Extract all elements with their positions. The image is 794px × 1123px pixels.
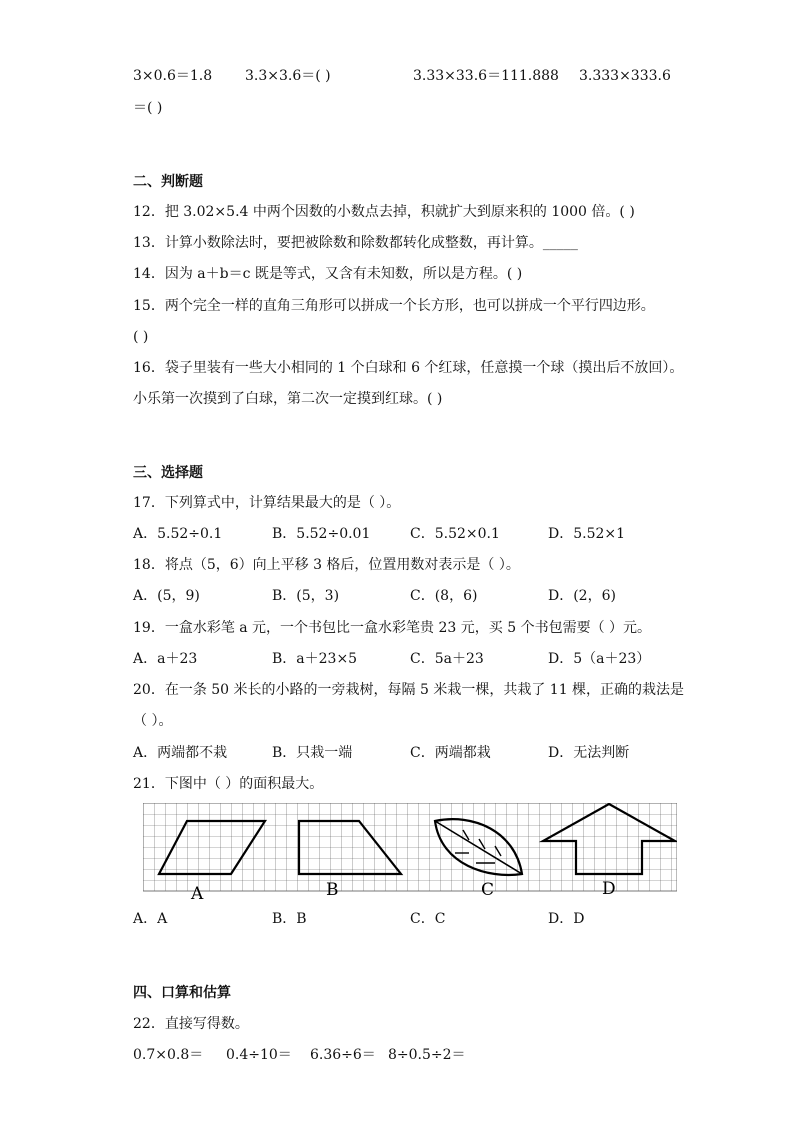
figure-label-c: C bbox=[481, 880, 495, 900]
option: C．5a＋23 bbox=[410, 651, 484, 667]
question-18: 18．将点（5，6）向上平移 3 格后，位置用数对表示是（ ）。 bbox=[133, 557, 520, 573]
option: C．(8，6) bbox=[410, 588, 478, 604]
figure-label-d: D bbox=[602, 879, 616, 899]
section-heading-mental-math: 四、口算和估算 bbox=[133, 985, 231, 1001]
option: D．无法判断 bbox=[548, 745, 630, 761]
option: B．只栽一端 bbox=[272, 745, 353, 761]
option: C．C bbox=[410, 911, 446, 927]
option: A．a＋23 bbox=[133, 651, 198, 667]
option: B．(5，3) bbox=[272, 588, 340, 604]
calc-item: 0.4÷10＝ bbox=[226, 1047, 292, 1063]
question-16-line2: 小乐第一次摸到了白球，第二次一定摸到红球。( ) bbox=[133, 391, 443, 407]
top-calc-item: 3.33×33.6＝111.888 bbox=[413, 68, 559, 84]
figure-label-a: A bbox=[191, 884, 204, 903]
question-16-line1: 16．袋子里装有一些大小相同的 1 个白球和 6 个红球，任意摸一个球（摸出后不放回）。 bbox=[133, 360, 684, 376]
section-heading-choice: 三、选择题 bbox=[133, 465, 203, 481]
question-21: 21．下图中（ ）的面积最大。 bbox=[133, 776, 324, 792]
top-calc-continuation: ＝( ) bbox=[133, 100, 163, 116]
question-20-line1: 20．在一条 50 米长的小路的一旁栽树，每隔 5 米栽一棵，共栽了 11 棵，正确的栽法是 bbox=[133, 682, 685, 698]
option: C．5.52×0.1 bbox=[410, 526, 500, 542]
option: A．5.52÷0.1 bbox=[133, 526, 223, 542]
option: A．两端都不栽 bbox=[133, 745, 228, 761]
question-15-paren: ( ) bbox=[133, 329, 149, 345]
top-calc-item: 3.3×3.6＝( ) bbox=[245, 68, 331, 84]
question-17: 17．下列算式中，计算结果最大的是（ ）。 bbox=[133, 495, 401, 511]
grid-background bbox=[143, 803, 677, 891]
calc-item: 6.36÷6＝ bbox=[310, 1047, 376, 1063]
question-12: 12．把 3.02×5.4 中两个因数的小数点去掉，积就扩大到原来积的 1000 倍。( ) bbox=[133, 204, 635, 220]
question-20-line2: （ ）。 bbox=[133, 713, 173, 729]
option: A．A bbox=[133, 911, 168, 927]
calc-item: 0.7×0.8＝ bbox=[133, 1047, 204, 1063]
option: B．5.52÷0.01 bbox=[272, 526, 371, 542]
option: D．D bbox=[548, 911, 585, 927]
option: B．a＋23×5 bbox=[272, 651, 358, 667]
option: C．两端都栽 bbox=[410, 745, 491, 761]
question-14: 14．因为 a＋b＝c 既是等式，又含有未知数，所以是方程。( ) bbox=[133, 266, 523, 282]
question-19: 19．一盒水彩笔 a 元，一个书包比一盒水彩笔贵 23 元，买 5 个书包需要（ ）元。 bbox=[133, 620, 652, 636]
top-calc-item: 3.333×333.6 bbox=[579, 68, 671, 84]
area-comparison-figure bbox=[143, 803, 677, 903]
figure-label-b: B bbox=[326, 880, 339, 900]
option: B．B bbox=[272, 911, 307, 927]
section-heading-judgement: 二、判断题 bbox=[133, 174, 203, 190]
option: A．(5，9) bbox=[133, 588, 200, 604]
option: D．5.52×1 bbox=[548, 526, 626, 542]
top-calc-item: 3×0.6＝1.8 bbox=[133, 68, 213, 84]
option: D．(2，6) bbox=[548, 588, 616, 604]
calc-item: 8÷0.5÷2＝ bbox=[388, 1047, 466, 1063]
question-13: 13．计算小数除法时，要把被除数和除数都转化成整数，再计算。_____ bbox=[133, 235, 578, 251]
question-15: 15．两个完全一样的直角三角形可以拼成一个长方形，也可以拼成一个平行四边形。 bbox=[133, 298, 655, 314]
option: D．5（a＋23） bbox=[548, 651, 651, 667]
question-22: 22．直接写得数。 bbox=[133, 1016, 249, 1032]
